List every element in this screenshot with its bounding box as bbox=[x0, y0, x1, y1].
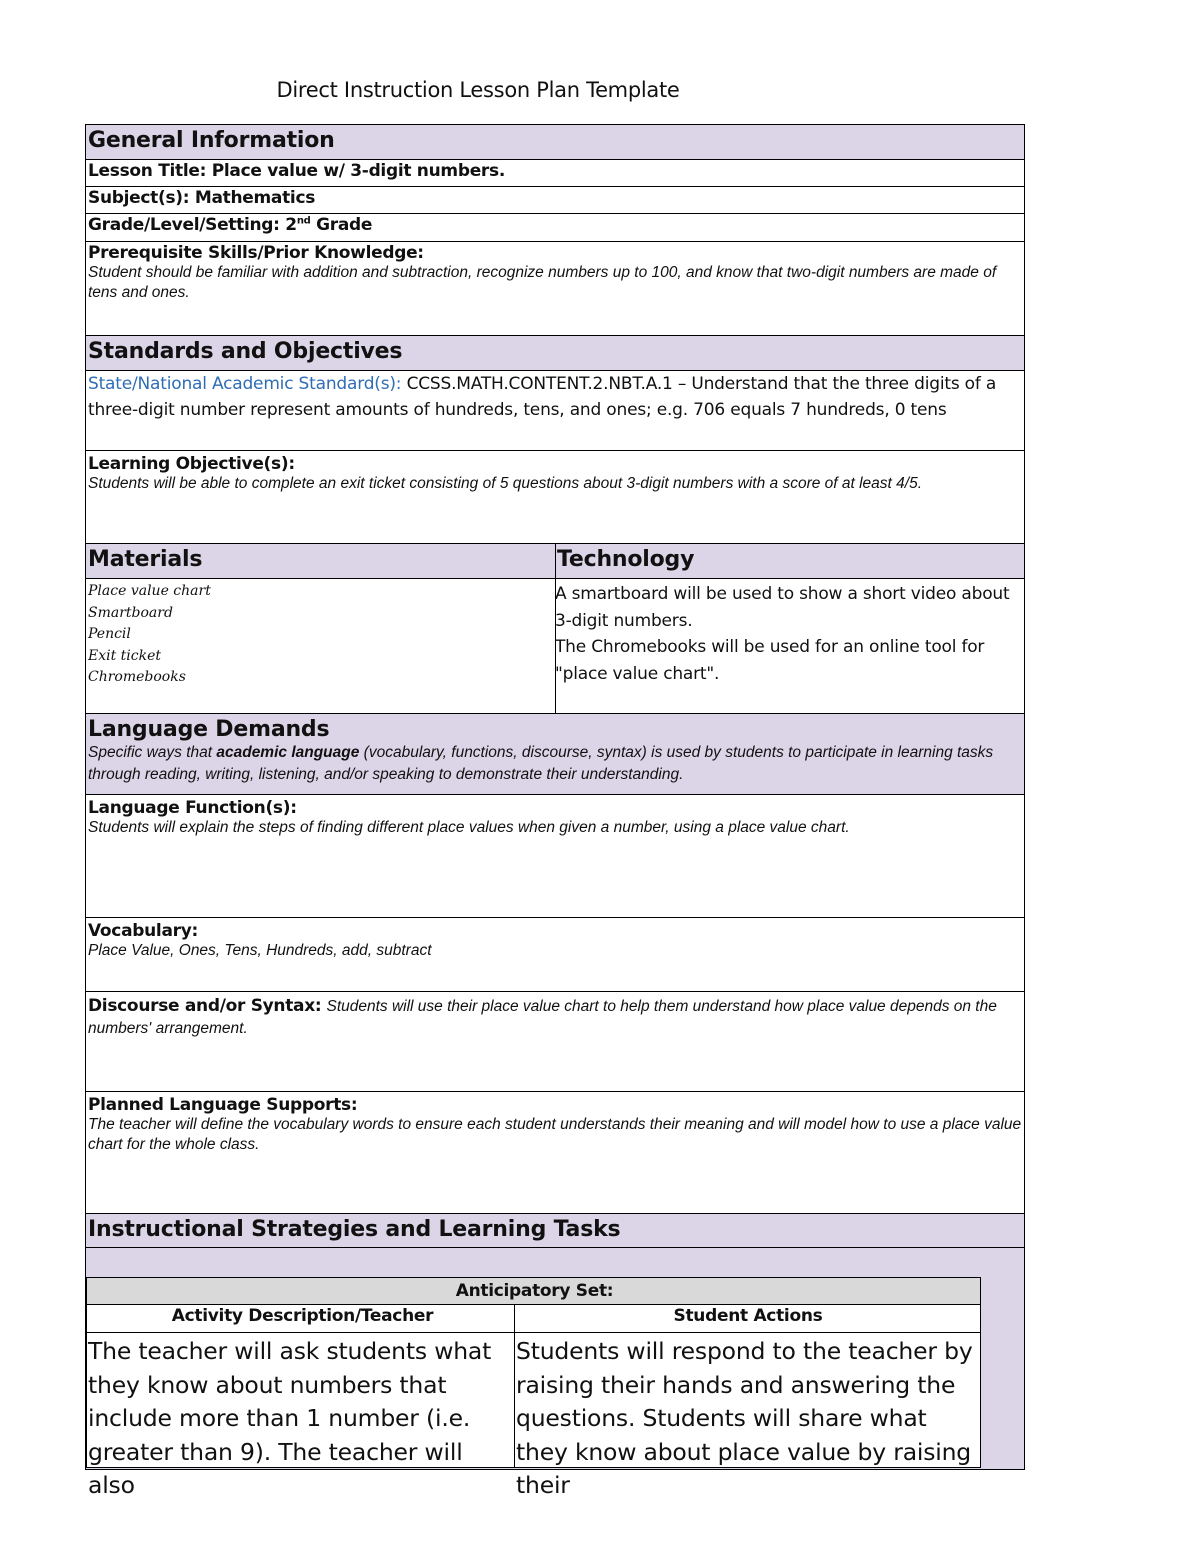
objective-row bbox=[85, 450, 1025, 543]
language-supports-text: The teacher will define the vocabulary words to ensure each student understands their meaning and will model how to use a place value chart for the whole class. bbox=[88, 1116, 1022, 1153]
grade-value-sup: nd bbox=[296, 215, 311, 227]
document-title: Direct Instruction Lesson Plan Template bbox=[276, 78, 680, 102]
standard-text: CCSS.MATH.CONTENT.2.NBT.A.1 – Understand that the three digits of a three-digit number represent amounts of hundreds, tens, and ones; e.g. 706 equals 7 hundreds, 0 tens bbox=[88, 374, 997, 420]
materials-item: Pencil bbox=[88, 626, 131, 642]
language-demands-header bbox=[85, 713, 1025, 794]
discourse-label: Discourse and/or Syntax: bbox=[88, 996, 322, 1016]
column-header-student: Student Actions bbox=[673, 1306, 823, 1326]
instruction-title: Instructional Strategies and Learning Tasks bbox=[88, 1217, 621, 1242]
materials-item: Chromebooks bbox=[88, 669, 186, 685]
teacher-activity-text: The teacher will ask students what they know about numbers that include more than 1 number (i.e. greater than 9). The teacher will also bbox=[88, 1337, 492, 1499]
general-information-header bbox=[85, 124, 1025, 159]
grade-label: Grade/Level/Setting: bbox=[88, 215, 280, 235]
prerequisite-label: Prerequisite Skills/Prior Knowledge: bbox=[88, 243, 424, 263]
vocabulary-row bbox=[85, 917, 1025, 991]
language-supports-row bbox=[85, 1091, 1025, 1213]
objective-text: Students will be able to complete an exit ticket consisting of 5 questions about 3-digit numbers with a score of at least 4/5. bbox=[88, 475, 923, 492]
anticipatory-set-title: Anticipatory Set: bbox=[455, 1281, 614, 1301]
general-information-title: General Information bbox=[88, 128, 335, 153]
language-demands-desc: Specific ways that academic language (vocabulary, functions, discourse, syntax) is used by students to participate in learning tasks through reading, writing, listening, and/or speaking to demonstrate their understanding. bbox=[88, 744, 994, 783]
prerequisite-text: Student should be familiar with addition and subtraction, recognize numbers up to 100, and know that two-digit numbers are made of tens and ones. bbox=[88, 264, 997, 301]
language-function-text: Students will explain the steps of finding different place values when given a number, using a place value chart. bbox=[88, 819, 850, 836]
subject-label: Subject(s): bbox=[88, 188, 190, 208]
language-demands-title: Language Demands bbox=[88, 717, 330, 742]
language-supports-label: Planned Language Supports: bbox=[88, 1095, 358, 1115]
technology-text-2: The Chromebooks will be used for an online tool for "place value chart". bbox=[555, 637, 985, 684]
standards-header bbox=[85, 335, 1025, 370]
anticipatory-set-table bbox=[86, 1277, 981, 1499]
materials-technology-header bbox=[85, 543, 1025, 578]
materials-item: Smartboard bbox=[88, 604, 173, 621]
materials-item: Place value chart bbox=[88, 583, 211, 599]
prerequisite-row bbox=[85, 241, 1025, 335]
subject-row bbox=[85, 186, 1025, 213]
discourse-text: Students will use their place value chart to help them understand how place value depends on the numbers' arrangement. bbox=[88, 998, 997, 1037]
anticipatory-set-content-row bbox=[87, 1333, 980, 1499]
technology-text-1: A smartboard will be used to show a short video about 3-digit numbers. bbox=[555, 584, 1010, 631]
language-function-row bbox=[85, 794, 1025, 917]
grade-value-rest: Grade bbox=[316, 215, 373, 235]
materials-technology-row bbox=[85, 578, 1025, 713]
discourse-row bbox=[85, 991, 1025, 1091]
technology-title: Technology bbox=[557, 547, 695, 572]
instruction-header bbox=[85, 1213, 1025, 1247]
column-header-teacher: Activity Description/Teacher bbox=[171, 1306, 434, 1326]
technology-text bbox=[555, 579, 1015, 687]
standards-title: Standards and Objectives bbox=[88, 339, 403, 364]
lesson-title-row bbox=[85, 159, 1025, 186]
standard-label: State/National Academic Standard(s): bbox=[88, 374, 402, 394]
anticipatory-set-title-row bbox=[87, 1278, 980, 1305]
anticipatory-set-header-row bbox=[87, 1305, 980, 1333]
vocabulary-text: Place Value, Ones, Tens, Hundreds, add, subtract bbox=[88, 942, 432, 959]
grade-value-num: 2 bbox=[285, 215, 297, 235]
student-actions-text: Students will respond to the teacher by raising their hands and answering the questions. Students will share what they know about place value by raising their bbox=[516, 1337, 973, 1499]
lesson-title-value: Place value w/ 3-digit numbers. bbox=[211, 161, 505, 181]
vocabulary-label: Vocabulary: bbox=[88, 921, 198, 941]
lesson-title-label: Lesson Title: bbox=[88, 161, 207, 181]
materials-item: Exit ticket bbox=[88, 647, 162, 664]
standard-row bbox=[85, 370, 1025, 450]
subject-value: Mathematics bbox=[194, 188, 316, 208]
grade-row bbox=[85, 213, 1025, 241]
materials-list bbox=[86, 579, 553, 689]
materials-title: Materials bbox=[88, 547, 203, 572]
language-function-label: Language Function(s): bbox=[88, 798, 297, 818]
objective-label: Learning Objective(s): bbox=[88, 454, 295, 474]
